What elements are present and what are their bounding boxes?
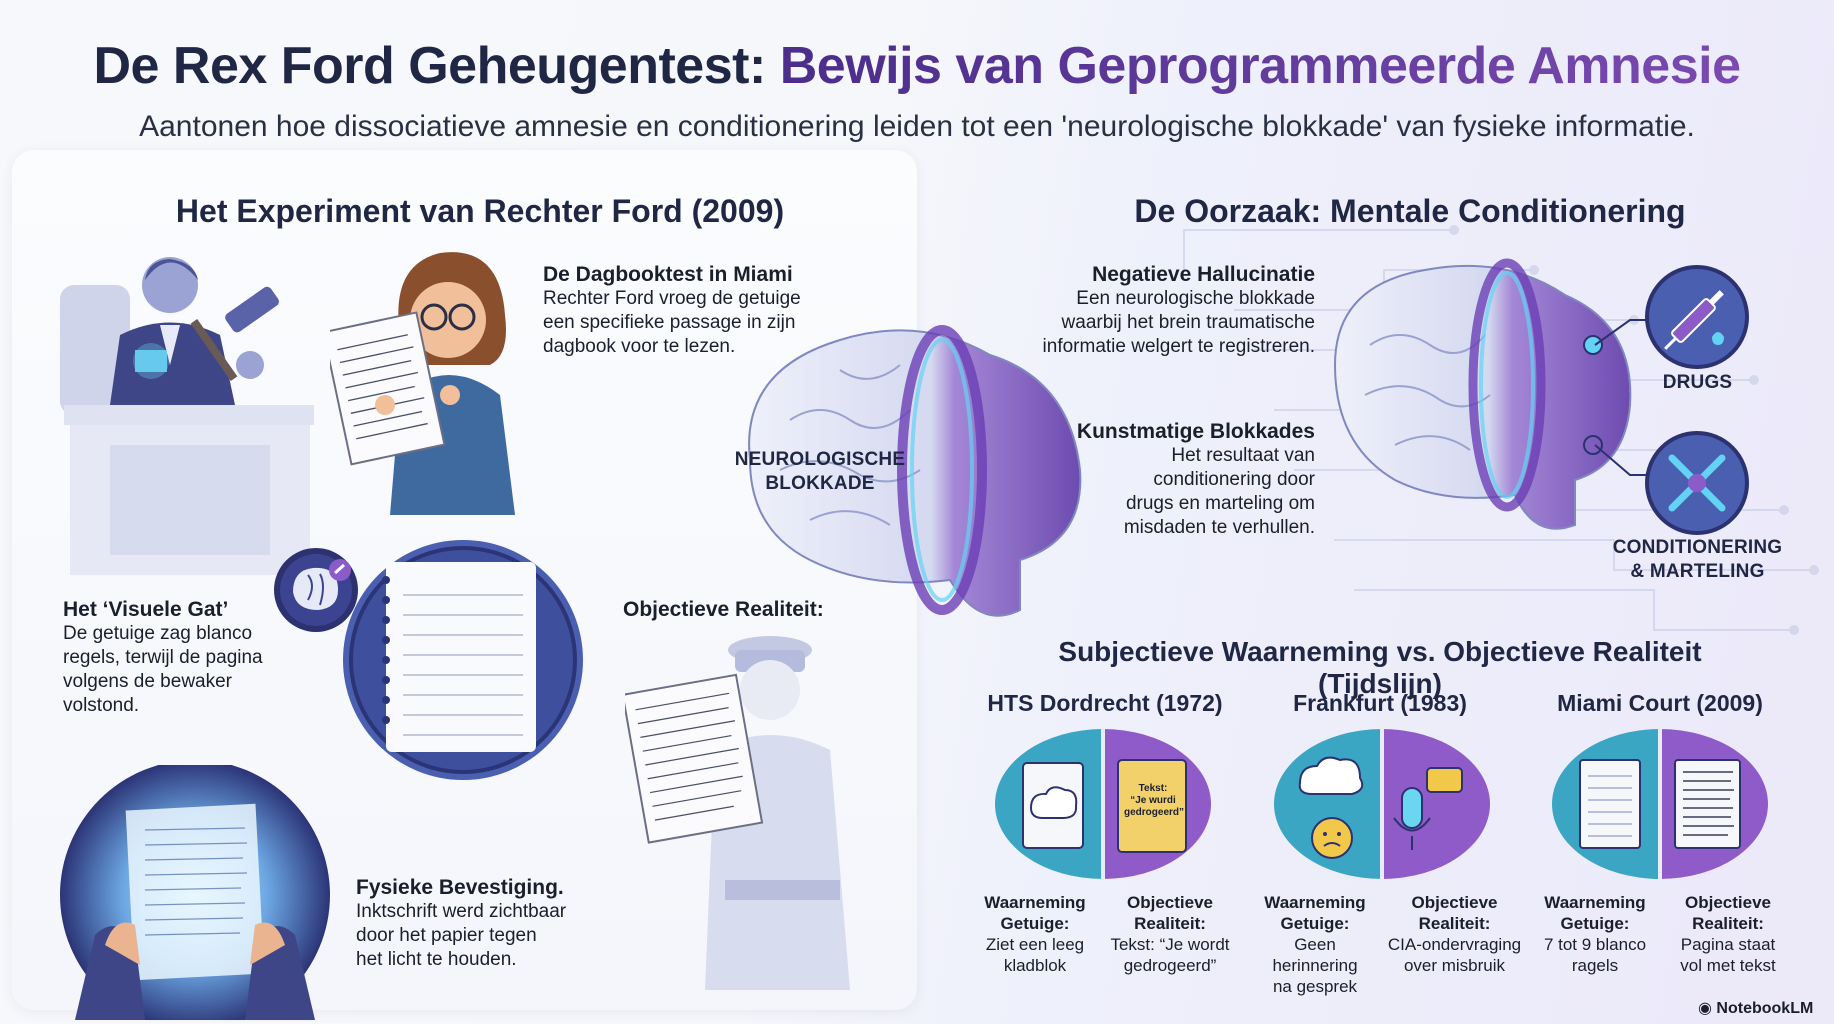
guard-illustration xyxy=(625,630,905,990)
physical-line-1: Inktschrift werd zichtbaar xyxy=(356,901,567,922)
artificial-line-1: Het resultaat van xyxy=(1171,445,1315,466)
brain-label-line-2: BLOKKADE xyxy=(765,473,875,494)
physical-title: Fysieke Bevestiging. xyxy=(356,876,564,899)
visual-gap-line-3: volgens de bewaker xyxy=(63,671,232,692)
perception-text-2: kladblok xyxy=(1003,956,1067,975)
page-subtitle: Aantonen hoe dissociatieve amnesie en conditionering leiden tot een 'neurologische blokkade' van fysieke informatie. xyxy=(139,110,1695,143)
timeline-item-3-reality xyxy=(1668,892,1788,976)
note-line-3: gedrogeerd” xyxy=(1124,807,1185,818)
brand-badge xyxy=(1698,998,1828,1018)
perception-label: Waarneming xyxy=(984,893,1086,912)
diary-test-line-1: Rechter Ford vroeg de getuige xyxy=(543,288,801,309)
timeline-item-1-reality xyxy=(1100,892,1240,976)
perception-text-2: na gesprek xyxy=(1272,977,1358,996)
reality-text-1: Pagina staat xyxy=(1680,935,1776,954)
artificial-line-4: misdaden te verhullen. xyxy=(1123,517,1315,538)
perception-label: Waarneming xyxy=(1264,893,1366,912)
timeline-item-2-title: Frankfurt (1983) xyxy=(1293,690,1467,716)
perception-text-1: 7 tot 9 blanco xyxy=(1543,935,1647,954)
blank-notebook-illustration xyxy=(268,520,598,790)
paper-against-light-illustration xyxy=(35,765,355,1020)
timeline-item-3-perception xyxy=(1535,892,1655,976)
conditioning-label xyxy=(1590,536,1805,584)
perception-text-1: Geen herinnering xyxy=(1272,935,1358,975)
timeline-item-1-perception xyxy=(975,892,1095,976)
reality-text-2: gedrogeerd” xyxy=(1123,956,1217,975)
physical-confirmation-block xyxy=(356,876,616,972)
reality-text-1: Tekst: “Je wordt xyxy=(1110,935,1230,954)
reality-label: Objectieve xyxy=(1685,893,1771,912)
reality-label: Objectieve xyxy=(1127,893,1213,912)
reality-label-2: Realiteit: xyxy=(1418,914,1491,933)
timeline-item-2-perception xyxy=(1250,892,1380,997)
perception-label-2: Getuige: xyxy=(1560,914,1630,933)
timeline-item-3-title: Miami Court (2009) xyxy=(1557,690,1763,716)
syringe-icon xyxy=(1642,262,1752,372)
physical-line-2: door het papier tegen xyxy=(356,925,537,946)
conditioning-line-1: CONDITIONERING xyxy=(1612,537,1783,558)
notebooklm-icon: ◉ xyxy=(1698,1000,1712,1017)
title-part1: De Rex Ford Geheugentest: xyxy=(93,37,766,95)
witness-reading-illustration xyxy=(330,245,560,515)
conditioning-line-2: & MARTELING xyxy=(1630,561,1765,582)
diary-test-title: De Dagbooktest in Miami xyxy=(543,263,793,286)
right-section-title: De Oorzaak: Mentale Conditionering xyxy=(1134,193,1686,229)
perception-label: Waarneming xyxy=(1544,893,1646,912)
reality-text-2: over misbruik xyxy=(1403,956,1506,975)
neg-halluc-title: Negatieve Hallucinatie xyxy=(1092,263,1315,286)
visual-gap-block xyxy=(63,598,303,718)
neurological-blockade-label xyxy=(730,448,910,496)
objective-reality-title: Objectieve Realiteit: xyxy=(623,598,824,621)
artificial-line-2: conditionering door xyxy=(1153,469,1315,490)
physical-line-3: het licht te houden. xyxy=(356,949,517,970)
perception-text-1: Ziet een leeg xyxy=(985,935,1085,954)
brand-name: NotebookLM xyxy=(1716,1000,1814,1017)
drugs-label: DRUGS xyxy=(1662,372,1733,393)
visual-gap-line-4: volstond. xyxy=(63,695,140,716)
neg-halluc-line-3: informatie welgert te registreren. xyxy=(1042,336,1315,357)
timeline-title: Subjectieve Waarneming vs. Objectieve Realiteit (Tijdslijn) xyxy=(1058,636,1702,699)
diary-test-line-3: dagbook voor te lezen. xyxy=(543,336,736,357)
timeline-item-1-title: HTS Dordrecht (1972) xyxy=(987,690,1223,716)
reality-text-2: vol met tekst xyxy=(1680,956,1776,975)
artificial-line-3: drugs en marteling om xyxy=(1125,493,1315,514)
neg-halluc-line-1: Een neurologische blokkade xyxy=(1076,288,1315,309)
timeline-item-3-visual xyxy=(1550,728,1770,880)
reality-label-2: Realiteit: xyxy=(1692,914,1764,933)
note-line-1: Tekst: xyxy=(1138,783,1168,794)
artificial-blockades-block xyxy=(1060,420,1315,540)
perception-label-2: Getuige: xyxy=(1280,914,1350,933)
visual-gap-title: Het ‘Visuele Gat’ xyxy=(63,598,229,621)
reality-text-1: CIA-ondervraging xyxy=(1387,935,1522,954)
note-line-2: “Je wurdi xyxy=(1130,795,1176,806)
negative-hallucination-block xyxy=(1000,263,1315,359)
diary-test-line-2: een specifieke passage in zijn xyxy=(543,312,796,333)
timeline-item-2-reality xyxy=(1382,892,1527,976)
conditioning-torture-icon xyxy=(1642,428,1752,538)
reality-label-2: Realiteit: xyxy=(1134,914,1206,933)
title-part2: Bewijs van Geprogrammeerde Amnesie xyxy=(779,37,1741,95)
left-section-title: Het Experiment van Rechter Ford (2009) xyxy=(175,193,785,229)
timeline-item-1-note xyxy=(1124,783,1185,819)
timeline-item-2-visual xyxy=(1272,728,1492,880)
perception-text-2: ragels xyxy=(1571,956,1619,975)
brain-label-line-1: NEUROLOGISCHE xyxy=(734,449,906,470)
visual-gap-line-1: De getuige zag blanco xyxy=(63,623,253,644)
neg-halluc-line-2: waarbij het brein traumatische xyxy=(1061,312,1315,333)
perception-label-2: Getuige: xyxy=(1000,914,1070,933)
reality-label: Objectieve xyxy=(1411,893,1498,912)
artificial-title: Kunstmatige Blokkades xyxy=(1076,420,1315,443)
page-title xyxy=(0,36,1834,96)
visual-gap-line-2: regels, terwijl de pagina xyxy=(63,647,263,668)
